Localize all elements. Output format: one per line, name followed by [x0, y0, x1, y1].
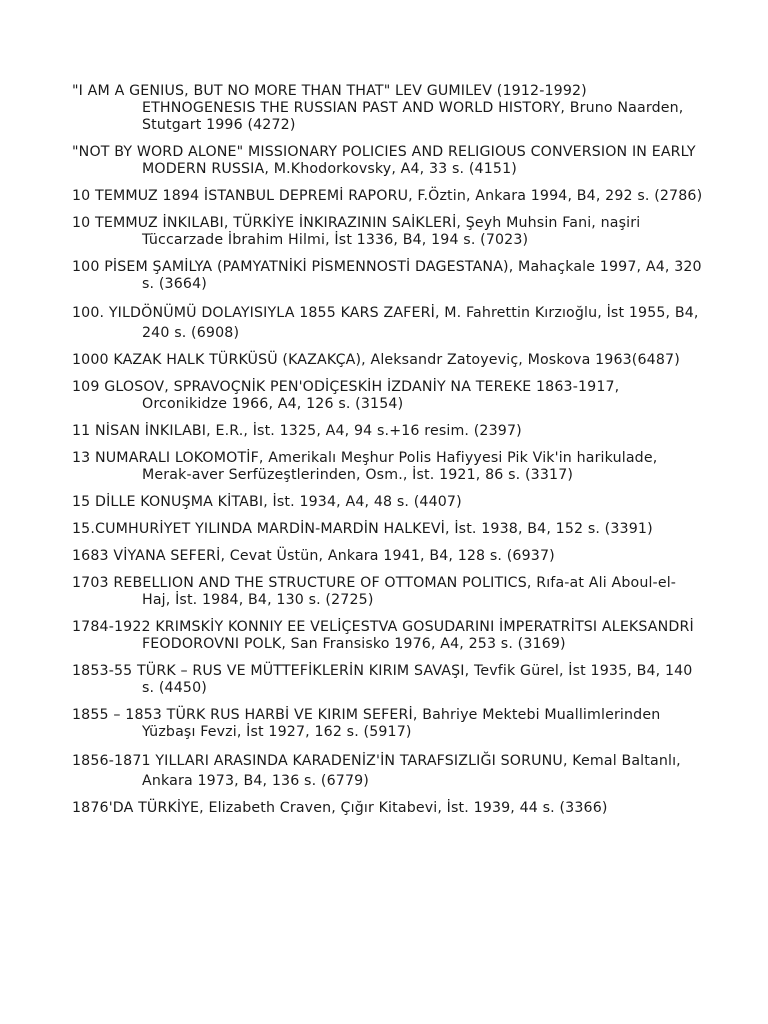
list-item: 11 NİSAN İNKILABI, E.R., İst. 1325, A4, 94 s.+16 resim. (2397) — [72, 423, 522, 439]
list-item: 100. YILDÖNÜMÜ DOLAYISIYLA 1855 KARS ZAFERİ, M. Fahrettin Kırzıoğlu, İst 1955, B4, 240 s. (6908) — [72, 305, 699, 341]
list-item: 10 TEMMUZ İNKILABI, TÜRKİYE İNKIRAZININ SAİKLERİ, Şeyh Muhsin Fani, naşiri Tüccarzade İbrahim Hilmi, İst 1336, B4, 194 s. (7023) — [72, 215, 641, 248]
list-item: 10 TEMMUZ 1894 İSTANBUL DEPREMİ RAPORU, F.Öztin, Ankara 1994, B4, 292 s. (2786) — [72, 188, 703, 204]
list-item: 15 DİLLE KONUŞMA KİTABI, İst. 1934, A4, 48 s. (4407) — [72, 494, 462, 510]
list-item: "NOT BY WORD ALONE" MISSIONARY POLICIES AND RELIGIOUS CONVERSION IN EARLY MODERN RUSSIA, M.Khodorkovsky, A4, 33 s. (4151) — [72, 144, 696, 177]
list-item: 1784-1922 KRIMSKİY KONNIY EE VELİÇESTVA GOSUDARINI İMPERATRİTSI ALEKSANDRİ FEODOROVNI POLK, San Fransisko 1976, A4, 253 s. (3169) — [72, 619, 694, 652]
list-item: 15.CUMHURİYET YILINDA MARDİN-MARDİN HALKEVİ, İst. 1938, B4, 152 s. (3391) — [72, 521, 653, 537]
list-item: 1000 KAZAK HALK TÜRKÜSÜ (KAZAKÇA), Aleksandr Zatoyeviç, Moskova 1963(6487) — [72, 352, 680, 368]
list-item: 1683 VİYANA SEFERİ, Cevat Üstün, Ankara 1941, B4, 128 s. (6937) — [72, 548, 555, 564]
list-item: 13 NUMARALI LOKOMOTİF, Amerikalı Meşhur Polis Hafiyyesi Pik Vik'in harikulade, Merak-aver Serfüzeştlerinden, Osm., İst. 1921, 86 s. (3317) — [72, 450, 658, 483]
list-item: 1703 REBELLION AND THE STRUCTURE OF OTTOMAN POLITICS, Rıfa-at Ali Aboul-el-Haj, İst. 1984, B4, 130 s. (2725) — [72, 575, 677, 608]
bibliography-list — [72, 83, 704, 827]
list-item: 100 PİSEM ŞAMİLYA (PAMYATNİKİ PİSMENNOSTİ DAGESTANA), Mahaçkale 1997, A4, 320 s. (3664) — [72, 259, 702, 292]
list-item: 109 GLOSOV, SPRAVOÇNİK PEN'ODİÇESKİH İZDANİY NA TEREKE 1863-1917, Orconikidze 1966, A4, 126 s. (3154) — [72, 379, 620, 412]
list-item: 1876'DA TÜRKİYE, Elizabeth Craven, Çığır Kitabevi, İst. 1939, 44 s. (3366) — [72, 800, 608, 816]
list-item: 1856-1871 YILLARI ARASINDA KARADENİZ'İN TARAFSIZLIĞI SORUNU, Kemal Baltanlı, Ankara 1973, B4, 136 s. (6779) — [72, 753, 681, 789]
list-item: 1853-55 TÜRK – RUS VE MÜTTEFİKLERİN KIRIM SAVAŞI, Tevfik Gürel, İst 1935, B4, 140 s. (4450) — [72, 663, 693, 696]
list-item: 1855 – 1853 TÜRK RUS HARBİ VE KIRIM SEFERİ, Bahriye Mektebi Muallimlerinden Yüzbaşı Fevzi, İst 1927, 162 s. (5917) — [72, 707, 661, 740]
list-item: "I AM A GENIUS, BUT NO MORE THAN THAT" LEV GUMILEV (1912-1992) ETHNOGENESIS THE RUSSIAN PAST AND WORLD HISTORY, Bruno Naarden, Stutgart 1996 (4272) — [72, 83, 684, 133]
